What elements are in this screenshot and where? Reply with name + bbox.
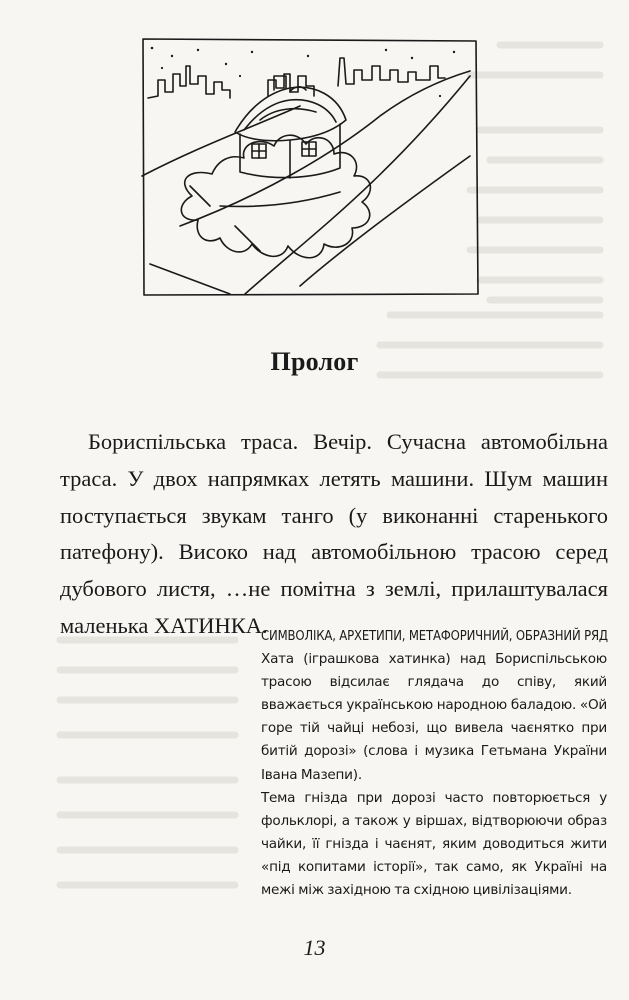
house-roof [235, 87, 346, 140]
chapter-title: Пролог [270, 347, 359, 376]
commentary-sidebar [261, 625, 607, 902]
sidebar-paragraph: Хата (іграшкова хатинка) над Бориспільською трасою відсилає глядача до співу, який вважається українською народною баладою. «Ой горе тій чайці небозі, що вивела чаєнятко при битій дорозі» (слова і музика Гетьмана України Івана Мазепи). [261, 651, 607, 783]
stage-direction-paragraph: Бориспільська траса. Вечір. Сучасна автомобільна траса. У двох напрямках летять машини. Шум машин поступається звукам танго (у виконанні старенького патефону). Високо над автомобільною трасою серед дубового листя, …не помітна з землі, прилаштувалася маленька ХАТИНКА. [60, 429, 608, 638]
page-number: 13 [303, 935, 326, 960]
illustration-frame [143, 39, 478, 295]
sidebar-paragraph: Тема гнізда при дорозі часто повторюється у фольклорі, а також у віршах, відтворюючи образ чайки, її гнізда і чаєнят, яким доводиться жити «під копитами історії», так само, як Україні на межі між західною та східною цивілізаціями. [261, 789, 607, 899]
oak-leaf [181, 135, 370, 258]
chapter-illustration [140, 36, 480, 298]
city-skyline [148, 66, 230, 98]
sidebar-heading: СИМВОЛІКА, АРХЕТИПИ, МЕТАФОРИЧНИЙ, ОБРАЗНИЙ РЯД [261, 628, 608, 644]
